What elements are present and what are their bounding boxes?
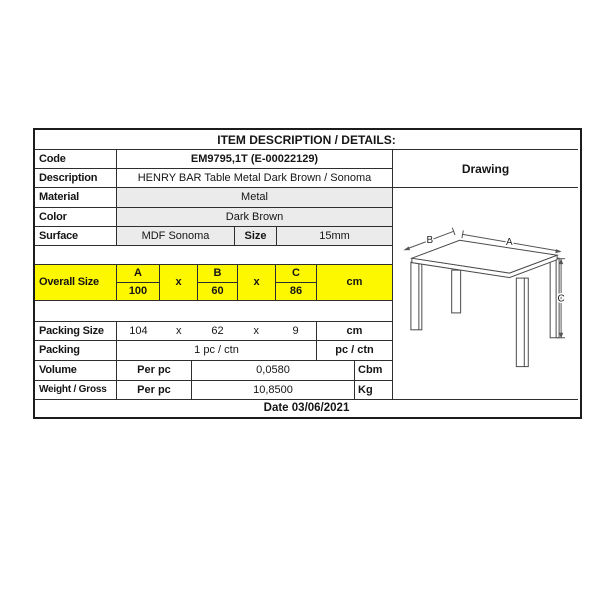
surface-label: Surface	[35, 227, 117, 246]
packing-size-v2: 62	[211, 324, 224, 337]
drawing-title: Drawing	[392, 150, 578, 188]
table-drawing	[393, 188, 578, 400]
date-row: Date 03/06/2021	[263, 401, 350, 414]
surface-value: MDF Sonoma	[117, 227, 235, 246]
material-label: Material	[35, 188, 117, 208]
code-label: Code	[35, 150, 117, 169]
spacer-row-2	[35, 301, 392, 322]
packing-label: Packing	[35, 341, 117, 361]
overall-size-dim-a-label: A	[117, 265, 160, 283]
weight-value: 10,8500	[192, 381, 355, 400]
packing-size-sep2: x	[253, 324, 260, 337]
volume-per: Per pc	[117, 361, 192, 381]
overall-size-dim-b-value: 60	[198, 283, 238, 301]
packing-size-v3: 9	[292, 324, 299, 337]
table-leg-left	[411, 262, 422, 330]
volume-label: Volume	[35, 361, 117, 381]
drawing-area	[392, 188, 578, 400]
overall-size-dim-c-label: C	[276, 265, 317, 283]
packing-value: 1 pc / ctn	[117, 341, 317, 361]
code-value: EM9795,1T (E-00022129)	[117, 150, 392, 169]
table-leg-front	[516, 278, 528, 367]
description-value: HENRY BAR Table Metal Dark Brown / Sonoma	[117, 169, 392, 188]
volume-unit: Cbm	[355, 361, 392, 381]
drawing-dim-c-label: C	[557, 293, 565, 305]
table-leg-back	[452, 270, 461, 313]
overall-size-sep-1: x	[160, 265, 198, 301]
weight-label: Weight / Gross	[35, 381, 117, 400]
surface-size-label: Size	[235, 227, 277, 246]
packing-size-v1: 104	[129, 324, 148, 337]
overall-size-unit: cm	[317, 265, 392, 301]
packing-size-unit: cm	[317, 322, 392, 341]
surface-size-value: 15mm	[277, 227, 392, 246]
sheet-title: ITEM DESCRIPTION / DETAILS:	[35, 130, 578, 150]
spec-sheet	[33, 128, 582, 419]
material-value: Metal	[117, 188, 392, 208]
overall-size-label: Overall Size	[35, 265, 117, 301]
packing-unit: pc / ctn	[317, 341, 392, 361]
overall-size-dim-a-value: 100	[117, 283, 160, 301]
overall-size-sep-2: x	[238, 265, 276, 301]
description-label: Description	[35, 169, 117, 188]
weight-per: Per pc	[117, 381, 192, 400]
spacer-row-1	[35, 246, 392, 265]
color-label: Color	[35, 208, 117, 227]
overall-size-dim-b-label: B	[198, 265, 238, 283]
volume-value: 0,0580	[192, 361, 355, 381]
drawing-dim-a-label: A	[506, 236, 513, 248]
drawing-dim-b-label: B	[426, 234, 434, 246]
packing-size-sep1: x	[175, 324, 182, 337]
weight-unit: Kg	[355, 381, 392, 400]
overall-size-dim-c-value: 86	[276, 283, 317, 301]
packing-size-values	[117, 322, 317, 341]
packing-size-label: Packing Size	[35, 322, 117, 341]
color-value: Dark Brown	[117, 208, 392, 227]
